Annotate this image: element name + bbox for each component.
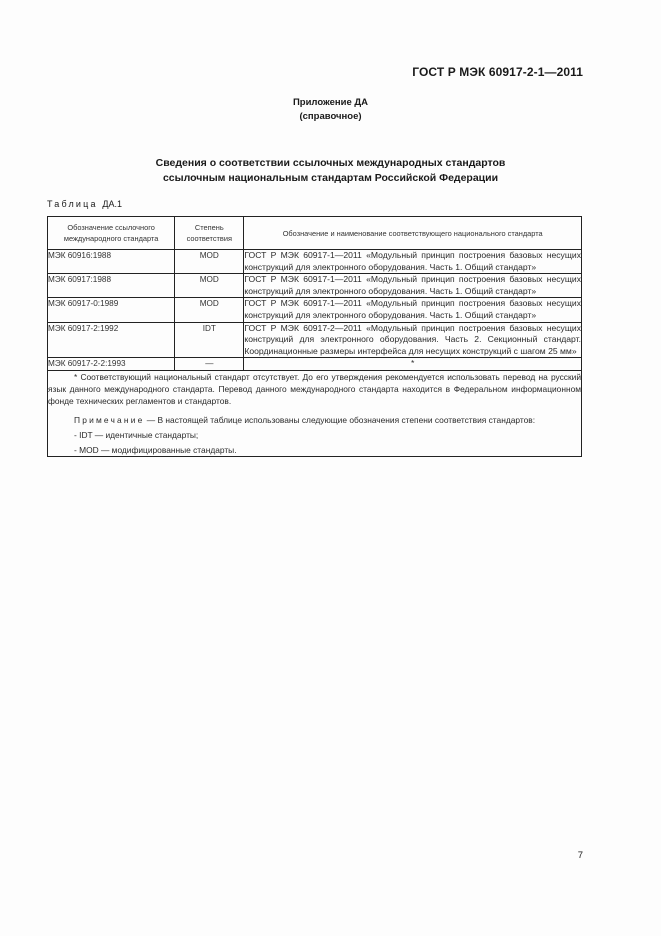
cell-national: ГОСТ Р МЭК 60917-2—2011 «Модульный принцип построения базовых несущих конструкций для электронного оборудования. Часть 2. Секционный стандарт. Координационные размеры интерфейса для несущих конструкций с шагом 25 мм» [244,322,582,358]
note-label: Примечание [74,414,145,425]
appendix-heading [0,96,661,124]
table-note [48,414,581,426]
table-row [48,358,582,371]
table-row [48,322,582,358]
correspondence-table [47,216,582,457]
header-international-standard: Обозначение ссылочного международного стандарта [48,217,175,250]
table-row [48,298,582,322]
table-row [48,250,582,274]
section-title-line-2: ссылочным национальным стандартам Российской Федерации [162,172,499,184]
section-title-line-1: Сведения о соответствии ссылочных международных стандартов [155,157,506,169]
appendix-title: Приложение ДА [292,97,369,108]
cell-national: ГОСТ Р МЭК 60917-1—2011 «Модульный принцип построения базовых несущих конструкций для электронного оборудования. Часть 1. Общий стандарт» [244,298,582,322]
section-title [0,156,661,186]
cell-code: МЭК 60917-2-2:1993 [48,358,175,371]
cell-national: ГОСТ Р МЭК 60917-1—2011 «Модульный принцип построения базовых несущих конструкций для электронного оборудования. Часть 1. Общий стандарт» [244,274,582,298]
table-footnote-row [48,370,582,456]
table-header-row [48,217,582,250]
cell-code: МЭК 60917-2:1992 [48,322,175,358]
cell-national: * [244,358,582,371]
table-footnote-cell [48,370,582,456]
table-row [48,274,582,298]
appendix-subtitle: (справочное) [299,111,362,122]
cell-degree: IDT [175,322,244,358]
document-code: ГОСТ Р МЭК 60917-2-1—2011 [412,65,583,79]
footnote-text: * Соответствующий национальный стандарт отсутствует. До его утверждения рекомендуется использовать перевод на русский язык данного международного стандарта. Перевод данного международного стандарта находится в Федеральном информационном фонде технических регламентов и стандартов. [48,371,581,406]
cell-national: ГОСТ Р МЭК 60917-1—2011 «Модульный принцип построения базовых несущих конструкций для электронного оборудования. Часть 1. Общий стандарт» [244,250,582,274]
cell-degree: — [175,358,244,371]
note-text: — В настоящей таблице использованы следующие обозначения степени соответствия стандартов: [144,414,536,425]
cell-degree: MOD [175,274,244,298]
note-item-idt: - IDT — идентичные стандарты; [74,429,199,440]
table-caption-number: ДА.1 [102,199,123,209]
table-caption [47,199,122,209]
cell-degree: MOD [175,250,244,274]
note-item-mod: - MOD — модифицированные стандарты. [74,444,237,455]
cell-code: МЭК 60916:1988 [48,250,175,274]
table-caption-word: Таблица [47,199,98,209]
cell-code: МЭК 60917-0:1989 [48,298,175,322]
cell-code: МЭК 60917:1988 [48,274,175,298]
page-number: 7 [577,850,583,861]
header-national-standard: Обозначение и наименование соответствующего национального стандарта [244,217,582,250]
header-degree: Степень соответствия [175,217,244,250]
cell-degree: MOD [175,298,244,322]
